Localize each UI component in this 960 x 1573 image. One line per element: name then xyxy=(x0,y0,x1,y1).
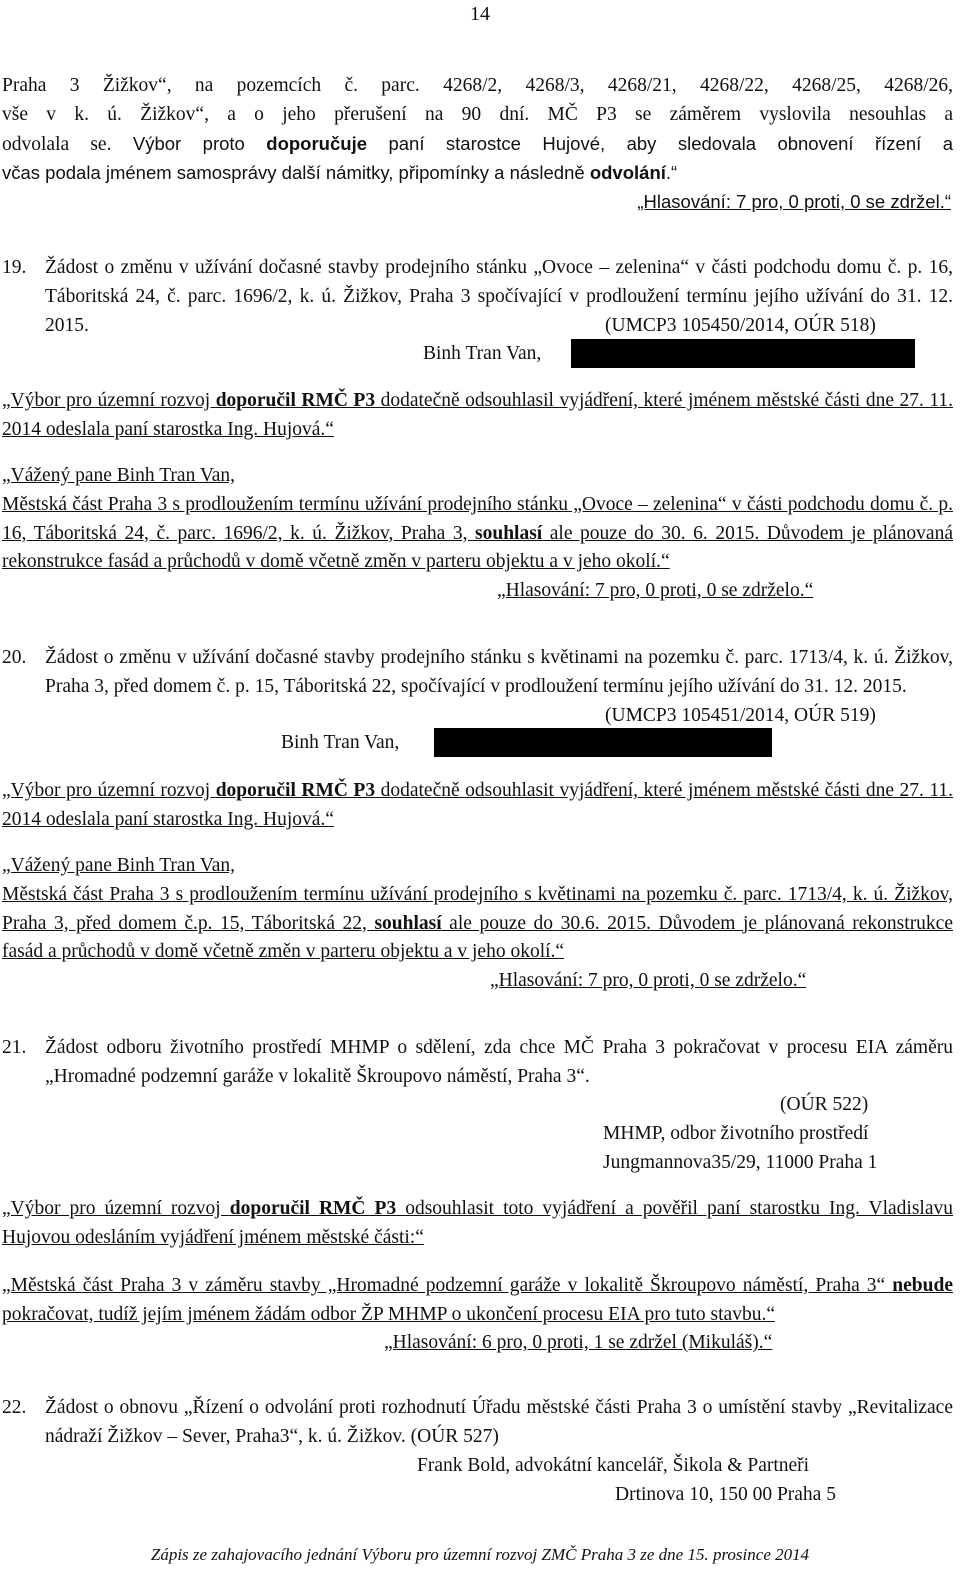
letter-agrees: souhlasí xyxy=(475,522,543,544)
redacted-box xyxy=(434,728,772,757)
item-19-number: 19. xyxy=(2,257,27,278)
letter-salutation: „Vážený pane Binh Tran Van, xyxy=(2,855,236,876)
item-21-letter xyxy=(2,1272,953,1330)
intro-line-3 xyxy=(2,130,953,160)
intro-l3d: paní starostce Hujové, aby sledovala obnovení řízení a xyxy=(367,132,954,154)
intro-appeal: odvolání xyxy=(589,162,666,184)
item-21-title: Žádost odboru životního prostředí MHMP o sdělení, zda chce MČ Praha 3 pokračovat v procesu EIA záměru „Hromadné podzemní garáže v lokalitě Škroupovo náměstí, Praha 3“. xyxy=(45,1037,953,1087)
letter-will-not: nebude xyxy=(892,1275,953,1296)
redacted-box xyxy=(571,339,915,368)
item-21-vote: „Hlasování: 6 pro, 0 proti, 1 se zdržel (Mikuláš).“ xyxy=(384,1332,773,1353)
item-21-number: 21. xyxy=(2,1037,27,1058)
item-21-reference: (OÚR 522) xyxy=(780,1094,869,1115)
intro-l4c: .“ xyxy=(665,162,678,184)
intro-l3: odvolala se. xyxy=(2,133,112,155)
letter-c: pokračovat, tudíž jejím jménem žádám odbor ŽP MHMP o ukončení procesu EIA pro tuto stavbu.“ xyxy=(2,1303,775,1325)
committee-recommendation: doporučil RMČ P3 xyxy=(229,1198,397,1219)
intro-paragraph xyxy=(2,72,953,217)
intro-l4a: včas podala jménem samosprávy další námitky, připomínky a následně xyxy=(2,162,590,184)
committee-recommendation: doporučil RMČ P3 xyxy=(215,390,376,411)
intro-line-1: Praha 3 Žižkov“, na pozemcích č. parc. 4268/2, 4268/3, 4268/21, 4268/22, 4268/25, 4268/26, xyxy=(2,75,953,96)
item-22-address-2: Drtinova 10, 150 00 Praha 5 xyxy=(615,1484,836,1505)
committee-c: dodatečně odsouhlasil vyjádření, které jménem městské části dne 27. 11. 2014 odeslala paní starostka Ing. Hujová.“ xyxy=(2,390,954,440)
committee-c: odsouhlasit toto vyjádření a pověřil paní starostku Ing. Vladislavu Hujovou odesláním vyjádření jménem městské části:“ xyxy=(2,1198,954,1248)
letter-a: Městská část Praha 3 s prodloužením termínu užívání prodejního s květinami na pozemku č. parc. 1713/4, k. ú. Žižkov, Praha 3, před domem č.p. 15, Táboritská 22, xyxy=(2,883,953,934)
item-19-title: Žádost o změnu v užívání dočasné stavby prodejního stánku „Ovoce – zelenina“ v části podchodu domu č. p. 16, Táboritská 24, č. parc. 1696/2, k. ú. Žižkov, Praha 3 spočívající v prodloužení termínu jejího užívání do 31. 12. 2015. xyxy=(45,257,953,336)
item-20-title: Žádost o změnu v užívání dočasné stavby prodejního stánku s květinami na pozemku č. parc. 1713/4, k. ú. Žižkov, Praha 3, před domem č. p. 15, Táboritská 22, spočívající v prodloužení termínu jejího užívání do 31. 12. 2015. xyxy=(45,647,953,697)
letter-body xyxy=(2,881,953,967)
item-19-letter xyxy=(2,462,953,577)
letter-d: Důvodem je plánovaná rekonstrukce fasád a průchodů v domě včetně změn v parteru objektu a v jeho okolí.“ xyxy=(2,912,953,963)
item-19-vote: „Hlasování: 7 pro, 0 proti, 0 se zdrželo.“ xyxy=(497,580,814,601)
item-20-number: 20. xyxy=(2,647,27,668)
page-number: 14 xyxy=(470,3,490,25)
letter-d: Důvodem je plánovaná rekonstrukce fasád a průchodů v domě včetně změn v parteru objektu a v jeho okolí.“ xyxy=(2,522,953,573)
letter-salutation: „Vážený pane Binh Tran Van, xyxy=(2,465,236,486)
committee-recommendation: doporučil RMČ P3 xyxy=(215,780,376,801)
intro-vote: „Hlasování: 7 pro, 0 proti, 0 se zdržel.“ xyxy=(637,191,951,213)
item-19-applicant: Binh Tran Van, xyxy=(423,343,542,364)
item-19-committee xyxy=(2,387,953,445)
item-20-letter xyxy=(2,852,953,967)
item-22-title: Žádost o obnovu „Řízení o odvolání proti rozhodnutí Úřadu městské části Praha 3 o umístění stavby „Revitalizace nádraží Žižkov – Sever, Praha3“, k. ú. Žižkov. (OÚR 527) xyxy=(45,1397,953,1447)
letter-c: ale pouze do 30.6. 2015. xyxy=(441,912,652,934)
intro-line-2: vše v k. ú. Žižkov“, a o jeho přerušení na 90 dní. MČ P3 se záměrem vyslovila nesouhlas a xyxy=(2,103,953,125)
item-20-vote: „Hlasování: 7 pro, 0 proti, 0 se zdrželo.“ xyxy=(490,970,807,991)
letter-body xyxy=(2,491,953,577)
item-20-reference: (UMCP3 105451/2014, OÚR 519) xyxy=(605,705,876,726)
item-21-address-2: Jungmannova35/29, 11000 Praha 1 xyxy=(603,1152,878,1173)
intro-line-4 xyxy=(2,159,953,188)
item-21-address-1: MHMP, odbor životního prostředí xyxy=(603,1123,869,1144)
committee-a: „Výbor pro územní rozvoj xyxy=(2,1198,230,1219)
committee-a: „Výbor pro územní rozvoj xyxy=(2,390,216,411)
committee-c: dodatečně odsouhlasit vyjádření, které jménem městské části dne 27. 11. 2014 odeslala paní starostka Ing. Hujová.“ xyxy=(2,780,954,830)
item-21-committee xyxy=(2,1195,953,1253)
item-22-address-1: Frank Bold, advokátní kancelář, Šikola & Partneři xyxy=(417,1455,810,1476)
intro-l3b: Výbor proto xyxy=(111,132,267,154)
letter-c: ale pouze do 30. 6. 2015. xyxy=(542,522,760,544)
item-22-number: 22. xyxy=(2,1397,27,1418)
item-20-applicant: Binh Tran Van, xyxy=(281,732,400,753)
letter-a: Městská část Praha 3 s prodloužením termínu užívání prodejního stánku „Ovoce – zelenina“ v části podchodu domu č. p. 16, Táboritská 24, č. parc. 1696/2, k. ú. Žižkov, Praha 3, xyxy=(2,493,953,544)
intro-recommends: doporučuje xyxy=(266,132,368,154)
item-20-committee xyxy=(2,777,953,835)
page-footer: Zápis ze zahajovacího jednání Výboru pro územní rozvoj ZMČ Praha 3 ze dne 15. prosince 2014 xyxy=(150,1545,810,1564)
letter-a: „Městská část Praha 3 v záměru stavby „Hromadné podzemní garáže v lokalitě Škroupovo náměstí, Praha 3“ xyxy=(2,1275,893,1296)
letter-agrees: souhlasí xyxy=(374,912,442,934)
item-19-reference: (UMCP3 105450/2014, OÚR 518) xyxy=(605,315,876,336)
committee-a: „Výbor pro územní rozvoj xyxy=(2,780,216,801)
